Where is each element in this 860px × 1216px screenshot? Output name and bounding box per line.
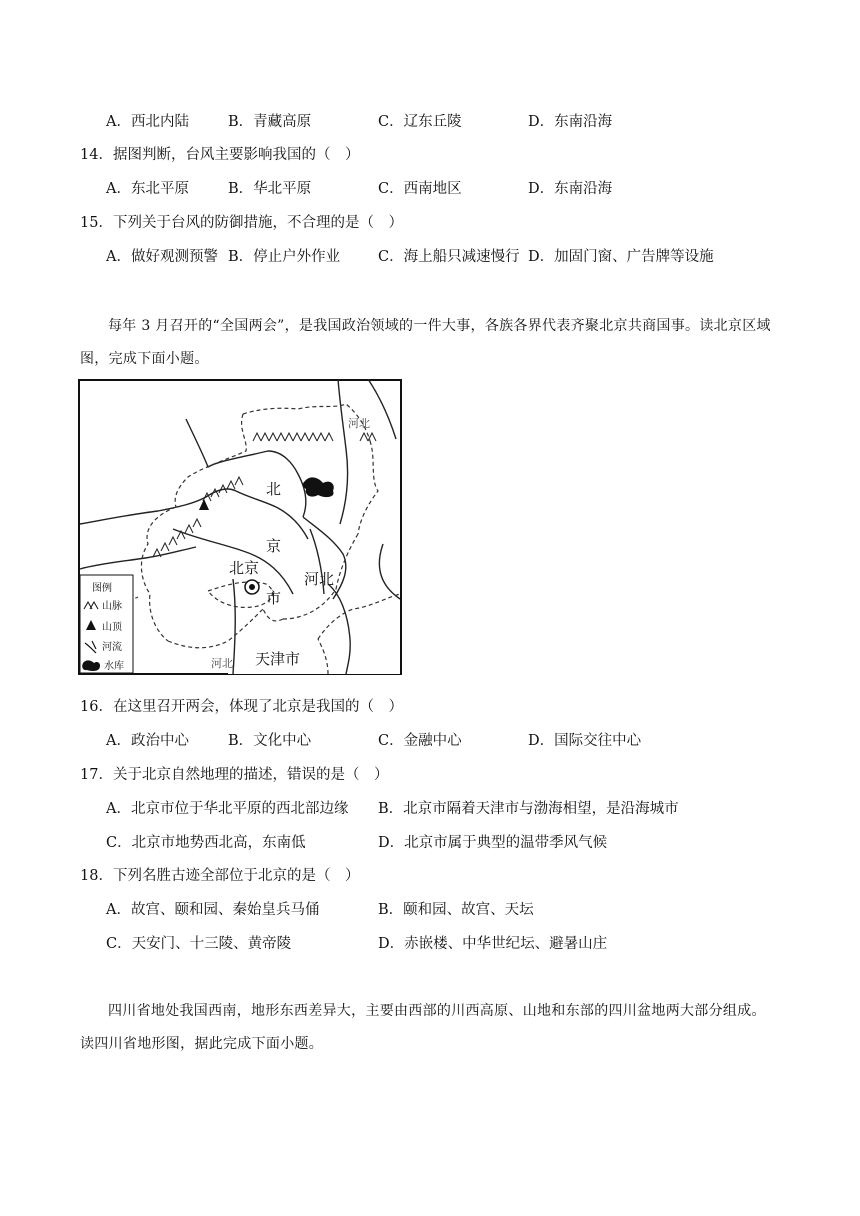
sichuan-passage: 四川省地处我国西南，地形东西差异大，主要由西部的川西高原、山地和东部的四川盆地两大部分组成。读四川省地形图，据此完成下面小题。 [80,1003,766,1052]
map-label-shi: 市 [266,589,282,607]
q13-option-d: D．东南沿海 [528,114,613,130]
beijing-passage: 每年 3 月召开的“全国两会”，是我国政治领域的一件大事，各族各界代表齐聚北京共商国事。读北京区域图，完成下面小题。 [80,318,771,367]
q15-stem: 15．下列关于台风的防御措施，不合理的是（ ） [80,215,403,231]
legend-mountain: 山脉 [102,601,122,612]
q13-option-a: A．西北内陆 [106,114,189,130]
q16-option-c: C．金融中心 [378,733,462,749]
q15-option-d: D．加固门窗、广告牌等设施 [528,249,714,265]
q14-option-b: B．华北平原 [228,181,312,197]
q13-option-c: C．辽东丘陵 [378,114,462,130]
q16-option-a: A．政治中心 [106,733,189,749]
q14-stem: 14．据图判断，台风主要影响我国的（ ） [80,147,360,163]
map-legend [80,575,133,673]
q17-stem: 17．关于北京自然地理的描述，错误的是（ ） [80,767,389,783]
legend-reservoir: 水库 [104,661,124,672]
q18-option-a: A．故宫、颐和园、秦始皇兵马俑 [106,902,320,918]
q17-option-d: D．北京市属于典型的温带季风气候 [378,835,608,851]
map-label-jing: 京 [266,537,282,555]
legend-peak: 山顶 [102,622,122,633]
q18-option-b: B．颐和园、故宫、天坛 [378,902,534,918]
map-label-bei: 北 [266,480,282,498]
q16-stem: 16．在这里召开两会，体现了北京是我国的（ ） [80,699,403,715]
legend-title: 图例 [92,583,112,594]
q18-option-c: C．天安门、十三陵、黄帝陵 [106,936,292,952]
q15-option-c: C．海上船只减速慢行 [378,249,520,265]
q14-option-a: A．东北平原 [106,181,189,197]
q17-option-a: A．北京市位于华北平原的西北部边缘 [106,801,349,817]
map-label-hebei-top: 河北 [348,417,370,430]
beijing-region-map [78,379,404,676]
q17-option-b: B．北京市隔着天津市与渤海相望，是沿海城市 [378,801,679,817]
q18-stem: 18．下列名胜古迹全部位于北京的是（ ） [80,868,360,884]
map-label-tianjin: 天津市 [255,650,301,668]
map-label-hebei-bottom: 河北 [211,657,233,670]
q14-option-d: D．东南沿海 [528,181,613,197]
q18-option-d: D．赤嵌楼、中华世纪坛、避暑山庄 [378,936,608,952]
q16-option-d: D．国际交往中心 [528,733,642,749]
map-label-hebei-mid: 河北 [304,570,335,588]
q16-option-b: B．文化中心 [228,733,312,749]
q14-option-c: C．西南地区 [378,181,462,197]
q15-option-b: B．停止户外作业 [228,249,341,265]
q17-option-c: C．北京市地势西北高，东南低 [106,835,306,851]
map-label-beijing: 北京 [229,559,260,577]
q15-option-a: A．做好观测预警 [106,249,218,265]
legend-river: 河流 [102,642,122,653]
q13-option-b: B．青藏高原 [228,114,312,130]
